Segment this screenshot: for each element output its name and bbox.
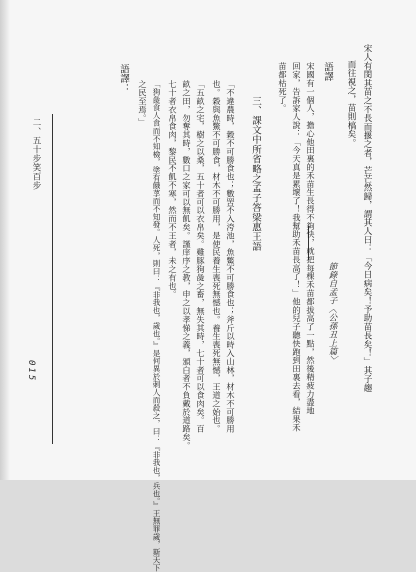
- top-passage-attribution: 節錄自孟子〈公孫丑上篇〉: [327, 262, 337, 364]
- translation-two-heading: 語譯：: [118, 64, 129, 94]
- mencius-line-1: 「不違農時，穀不可勝食也；數罟不入洿池，魚鱉不可勝食也；斧斤以時入山林，材木不可勝用: [226, 80, 236, 433]
- translation-one-line-1: 宋國有一個人，擔心他田裏的禾苗生長得不夠快，就把每棵禾苗都拔高了一點，然後精疲力盡地: [306, 62, 316, 415]
- top-passage-line-2: 而往視之，苗則槁矣。: [346, 60, 356, 147]
- mencius-line-2: 也。穀與魚鱉不可勝食，材木不可勝用，是使民養生喪死無憾也。養生喪死無憾，王道之始也。: [212, 80, 222, 433]
- mencius-line-7: 之民至焉。」: [138, 80, 148, 127]
- translation-one-heading: 語譯: [322, 62, 333, 82]
- translation-one-line-2: 回家，告訴家人說：「今天真是累壞了！我幫助禾苗長高了！」他的兒子聽快跑到田裏去看，結果禾: [292, 62, 302, 432]
- mencius-line-6: 「狗彘食人食而不知檢，塗有餓莩而不知發。人死，則曰：『非我也，歲也。』是何異於刺人而殺之，曰：『非我也，兵也。』王無罪歲，斯天下: [152, 80, 161, 572]
- top-passage-line-1: 宋人有閔其苗之不長而揠之者，芒芒然歸，謂其人曰：「今日病矣！予助苗長矣！」其子趨: [362, 44, 372, 392]
- section-three-title: 三、課文中所省略之孟子答梁惠王語: [250, 96, 261, 252]
- footer-rule: [52, 114, 53, 444]
- page-number: 015: [26, 360, 36, 383]
- mencius-line-5: 七十者衣帛食肉，黎民不飢不寒，然而不王者，未之有也。: [168, 80, 178, 299]
- mencius-line-3: 「五畝之宅，樹之以桑，五十者可以衣帛矣。雞豚狗彘之畜，無失其時，七十者可以食肉矣。百: [196, 80, 206, 433]
- mencius-line-4: 畝之田，勿奪其時，數口之家可以無飢矣。謹庠序之教，申之以孝悌之義，頒白者不負戴於道路矣。: [182, 80, 192, 450]
- running-footer: 二、五十步笑百步: [31, 118, 41, 190]
- page-spine: [0, 0, 10, 480]
- translation-one-line-3: 苗都枯死了。: [278, 62, 288, 113]
